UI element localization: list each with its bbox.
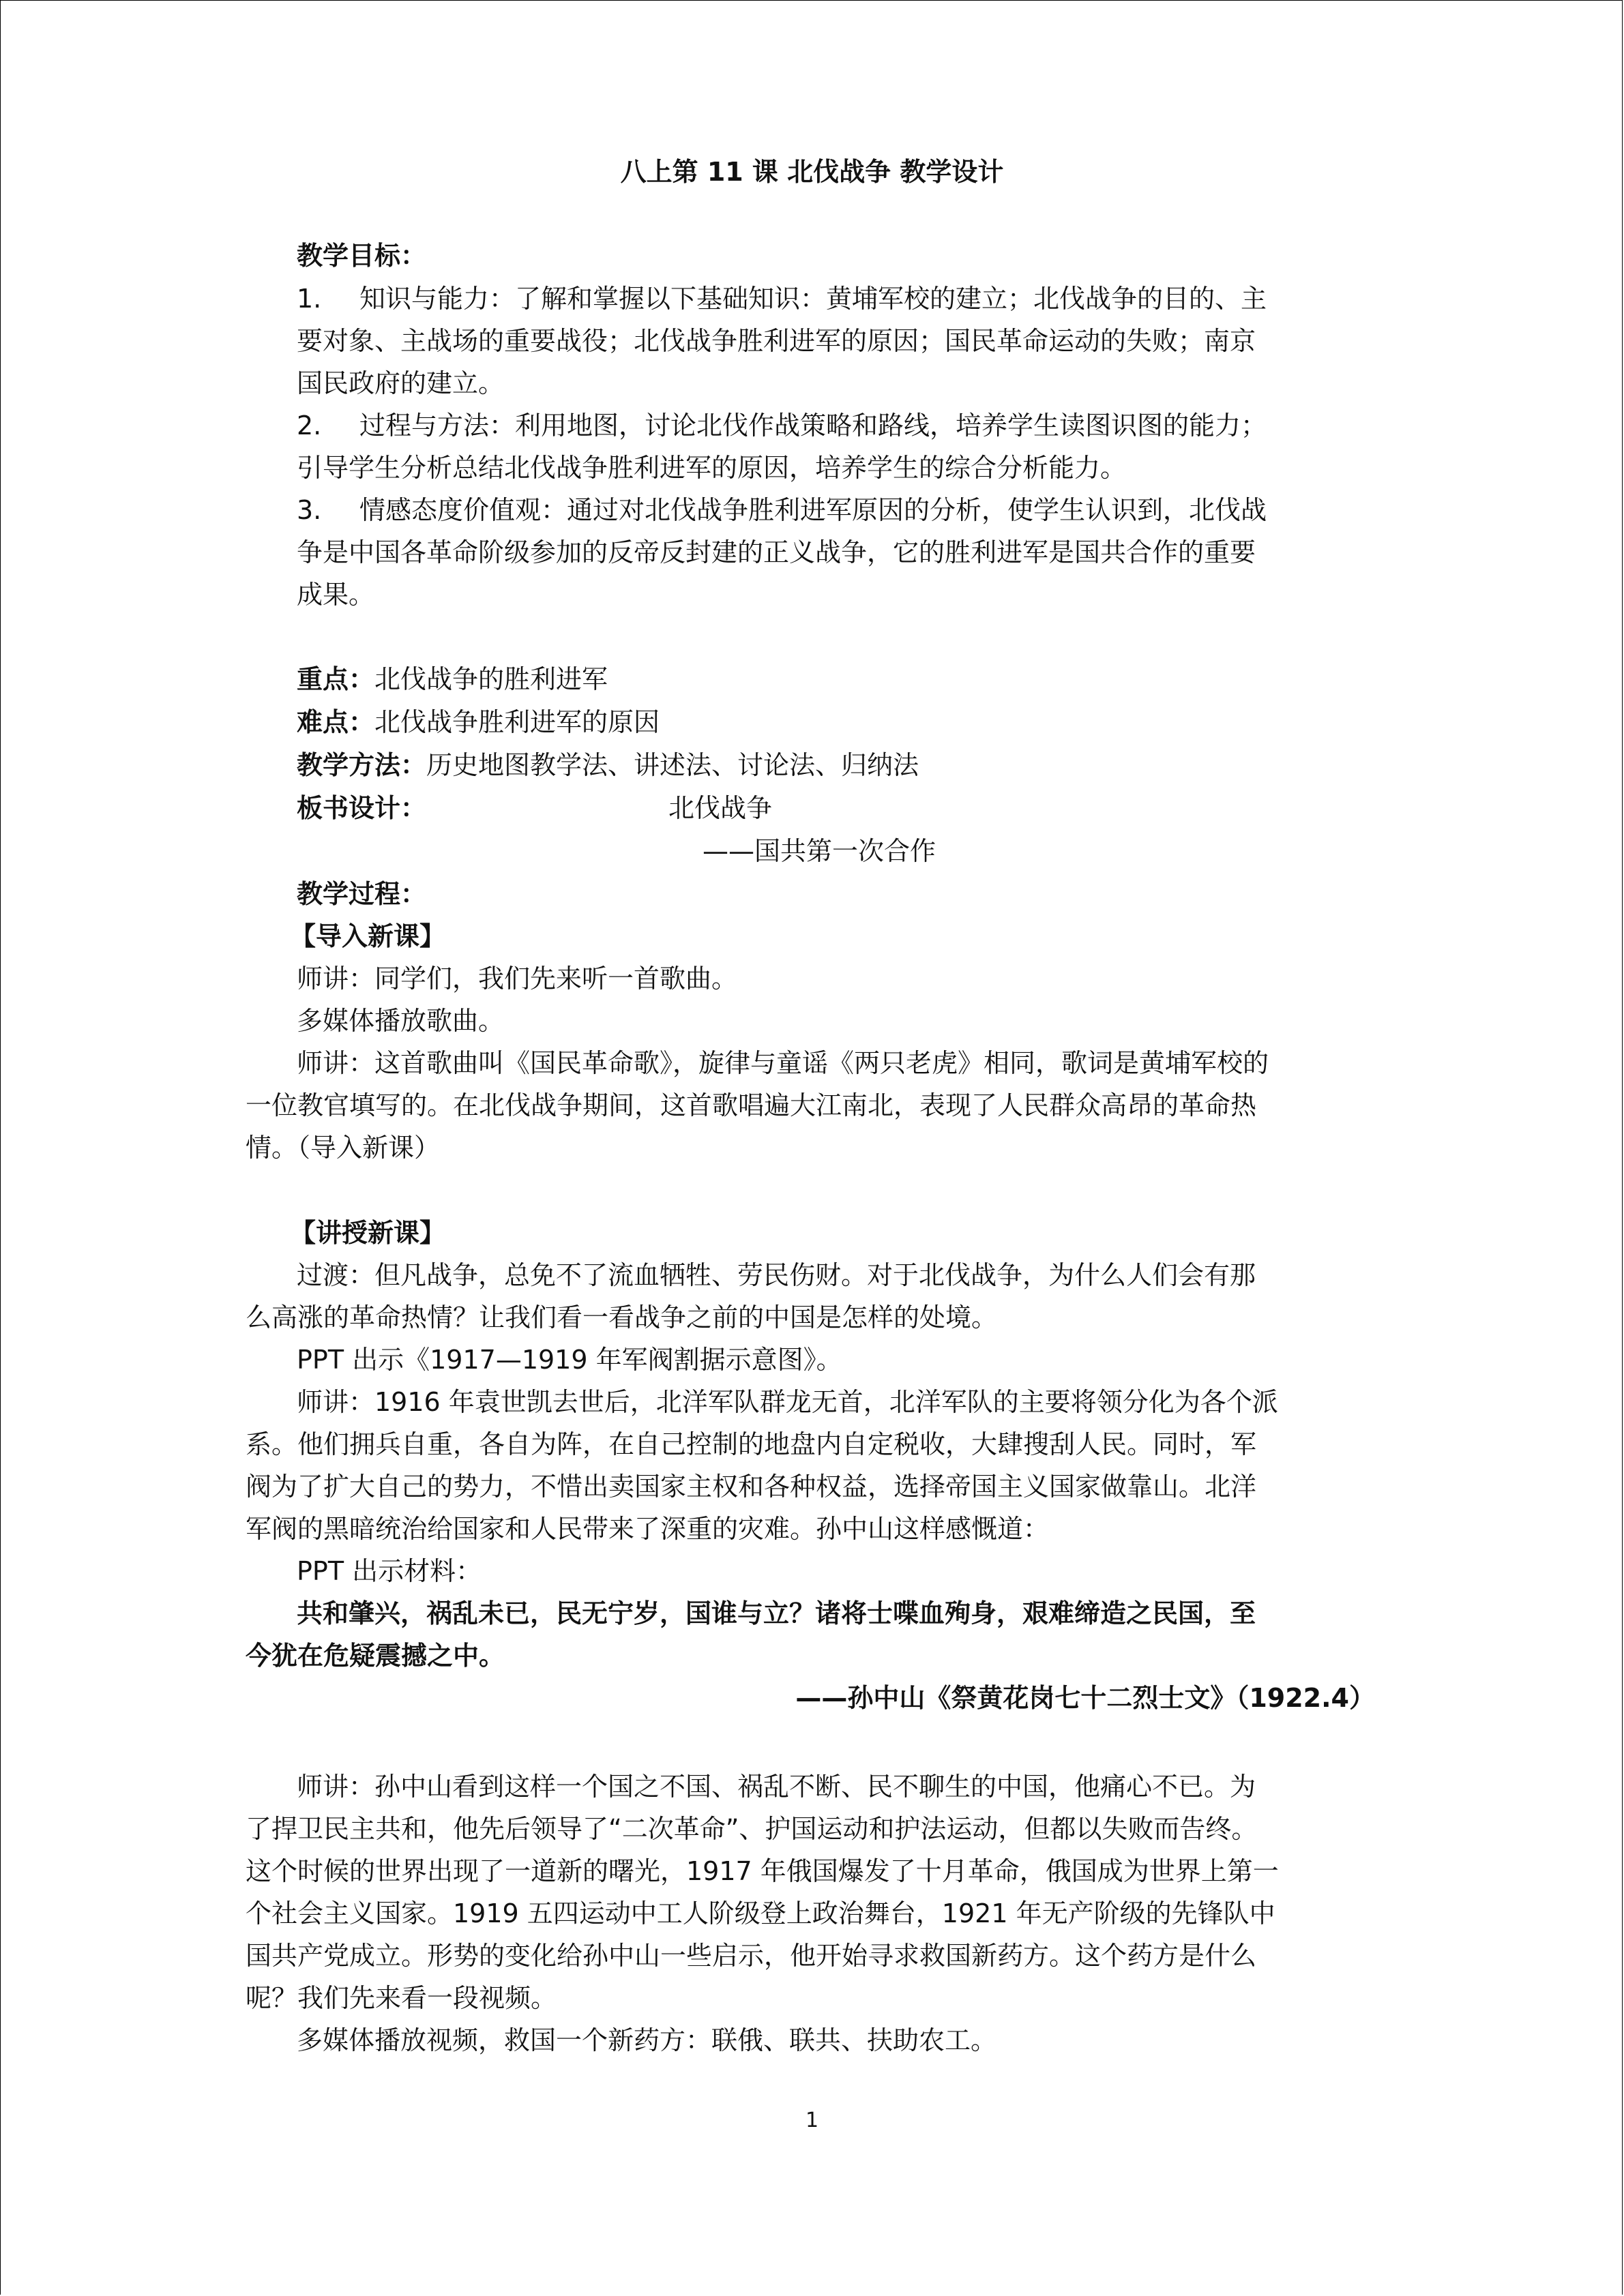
methods-label: 教学方法： — [297, 750, 427, 780]
paragraph-line: 师讲：这首歌曲叫《国民革命歌》，旋律与童谣《两只老虎》相同，歌词是黄埔军校的 — [297, 1048, 1269, 1078]
objective-number: 3. — [297, 495, 322, 525]
objective-text: 争是中国各革命阶级参加的反帝反封建的正义战争，它的胜利进军是国共合作的重要 — [297, 537, 1256, 567]
paragraph-line: 师讲：同学们，我们先来听一首歌曲。 — [297, 964, 738, 994]
objective-text: 成果。 — [297, 580, 375, 610]
teach-heading: 【讲授新课】 — [290, 1218, 446, 1248]
paragraph-line: 国共产党成立。形势的变化给孙中山一些启示，他开始寻求救国新药方。这个药方是什么 — [246, 1941, 1257, 1971]
objective-number: 2. — [297, 411, 322, 441]
paragraph-line: 呢？我们先来看一段视频。 — [246, 1983, 557, 2013]
quote-line: 今犹在危疑震撼之中。 — [246, 1641, 505, 1671]
process-heading: 教学过程： — [297, 879, 427, 909]
board-title: 北伐战争 — [668, 793, 773, 823]
paragraph-line: PPT 出示《1917—1919 年军阀割据示意图》。 — [297, 1345, 842, 1375]
difficulty-text: 北伐战争胜利进军的原因 — [374, 707, 660, 737]
key-points-text: 北伐战争的胜利进军 — [374, 664, 608, 694]
paragraph-line: 多媒体播放歌曲。 — [297, 1006, 505, 1036]
key-points — [297, 659, 1624, 700]
objective-item — [297, 405, 1624, 446]
paragraph-line: PPT 出示材料： — [297, 1556, 482, 1586]
objective-text: 引导学生分析总结北伐战争胜利进军的原因，培养学生的综合分析能力。 — [297, 453, 1127, 483]
paragraph-line: 军阀的黑暗统治给国家和人民带来了深重的灾难。孙中山这样感慨道： — [246, 1514, 1050, 1544]
objective-text: 要对象、主战场的重要战役；北伐战争胜利进军的原因；国民革命运动的失败；南京 — [297, 326, 1256, 356]
quote-source: ——孙中山《祭黄花岗七十二烈士文》（1922.4） — [795, 1683, 1375, 1713]
objective-text: 情感态度价值观：通过对北伐战争胜利进军原因的分析，使学生认识到，北伐战 — [359, 495, 1267, 525]
paragraph-line: 师讲：1916 年袁世凯去世后，北洋军队群龙无首，北洋军队的主要将领分化为各个派 — [297, 1387, 1278, 1417]
difficulty — [297, 702, 1624, 743]
paragraph-line: 个社会主义国家。1919 五四运动中工人阶级登上政治舞台，1921 年无产阶级的先锋队中 — [246, 1898, 1275, 1928]
key-points-label: 重点： — [297, 664, 375, 694]
paragraph-line: 这个时候的世界出现了一道新的曙光，1917 年俄国爆发了十月革命，俄国成为世界上第一 — [246, 1856, 1279, 1886]
objective-text: 知识与能力：了解和掌握以下基础知识：黄埔军校的建立；北伐战争的目的、主 — [359, 284, 1267, 314]
objective-text: 国民政府的建立。 — [297, 368, 505, 398]
teaching-methods — [297, 745, 1624, 786]
objective-item — [297, 278, 1624, 319]
objective-text: 过程与方法：利用地图，讨论北伐作战策略和路线，培养学生读图识图的能力； — [359, 411, 1267, 441]
paragraph-line: 多媒体播放视频，救国一个新药方：联俄、联共、扶助农工。 — [297, 2025, 997, 2055]
board-subtitle: ——国共第一次合作 — [703, 836, 936, 866]
paragraph-line: 情。（导入新课） — [246, 1133, 441, 1163]
paragraph-line: 一位教官填写的。在北伐战争期间，这首歌唱遍大江南北，表现了人民群众高昂的革命热 — [246, 1090, 1257, 1120]
paragraph-line: 系。他们拥兵自重，各自为阵，在自己控制的地盘内自定税收，大肆搜刮人民。同时，军 — [246, 1429, 1257, 1459]
board-label: 板书设计： — [297, 793, 427, 823]
methods-text: 历史地图教学法、讲述法、讨论法、归纳法 — [426, 750, 919, 780]
paragraph-line: 过渡：但凡战争，总免不了流血牺牲、劳民伤财。对于北伐战争，为什么人们会有那 — [297, 1260, 1256, 1290]
paragraph-line: 了捍卫民主共和，他先后领导了“二次革命”、护国运动和护法运动，但都以失败而告终。 — [246, 1814, 1258, 1844]
paragraph-line: 师讲：孙中山看到这样一个国之不国、祸乱不断、民不聊生的中国，他痛心不已。为 — [297, 1772, 1256, 1802]
objectives-heading: 教学目标： — [297, 241, 427, 271]
difficulty-label: 难点： — [297, 707, 375, 737]
quote-line: 共和肇兴，祸乱未已，民无宁岁，国谁与立？诸将士喋血殉身，艰难缔造之民国，至 — [297, 1598, 1256, 1628]
paragraph-line: 阀为了扩大自己的势力，不惜出卖国家主权和各种权益，选择帝国主义国家做靠山。北洋 — [246, 1472, 1257, 1502]
document-title: 八上第 11 课 北伐战争 教学设计 — [620, 157, 1004, 187]
objective-item — [297, 490, 1624, 531]
objective-number: 1. — [297, 284, 322, 314]
page-number: 1 — [805, 2108, 819, 2132]
intro-heading: 【导入新课】 — [290, 921, 446, 951]
paragraph-line: 么高涨的革命热情？让我们看一看战争之前的中国是怎样的处境。 — [246, 1302, 998, 1332]
